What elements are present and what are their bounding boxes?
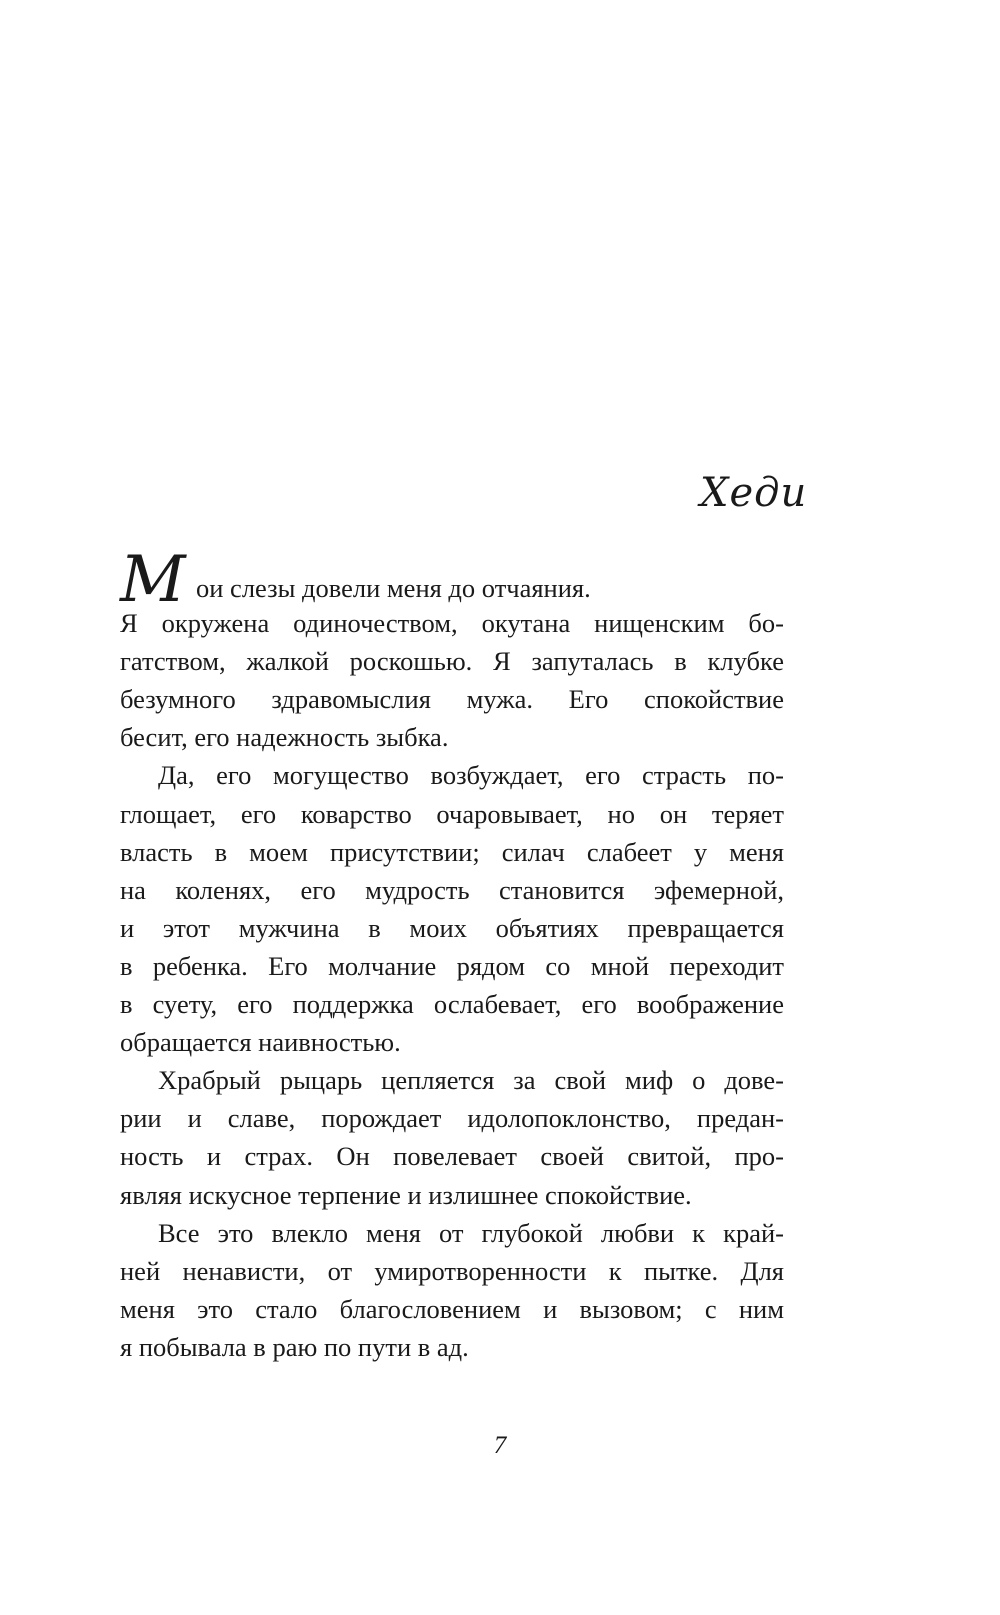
text-line: обращается наивностью. bbox=[120, 1027, 401, 1058]
text-line: ней ненависти, от умиротворенности к пытке. Для bbox=[120, 1255, 784, 1286]
chapter-title: Хеди bbox=[700, 470, 808, 516]
text-line: Я окружена одиночеством, окутана нищенским бо- bbox=[120, 608, 784, 639]
text-line: безумного здравомыслия мужа. Его спокойствие bbox=[120, 684, 784, 715]
text-line: гатством, жалкой роскошью. Я запуталась в клубке bbox=[120, 646, 784, 677]
text-line: являя искусное терпение и излишнее спокойствие. bbox=[120, 1179, 692, 1210]
text-line: Да, его могущество возбуждает, его страсть по- bbox=[158, 760, 784, 791]
text-line: глощает, его коварство очаровывает, но он теряет bbox=[120, 798, 784, 829]
page-number: 7 bbox=[493, 1432, 507, 1459]
text-line: ои слезы довели меня до отчаяния. bbox=[196, 573, 591, 603]
text-line: рии и славе, порождает идолопоклонство, предан- bbox=[120, 1103, 784, 1134]
text-line: власть в моем присутствии; силач слабеет у меня bbox=[120, 836, 784, 867]
first-line bbox=[120, 543, 784, 617]
text-line: бесит, его надежность зыбка. bbox=[120, 722, 449, 753]
text-line: Храбрый рыцарь цепляется за свой миф о дове- bbox=[158, 1065, 784, 1096]
drop-cap: М bbox=[120, 543, 186, 617]
text-line: ность и страх. Он повелевает своей свитой, про- bbox=[120, 1141, 784, 1172]
text-line: в ребенка. Его молчание рядом со мной переходит bbox=[120, 950, 784, 981]
text-line: в суету, его поддержка ослабевает, его воображение bbox=[120, 989, 784, 1020]
text-line: Все это влекло меня от глубокой любви к край- bbox=[158, 1217, 784, 1248]
body-text bbox=[120, 543, 784, 1366]
text-line: и этот мужчина в моих объятиях превращается bbox=[120, 912, 784, 943]
text-line: меня это стало благословением и вызовом; с ним bbox=[120, 1293, 784, 1324]
text-line: на коленях, его мудрость становится эфемерной, bbox=[120, 874, 784, 905]
text-line: я побывала в раю по пути в ад. bbox=[120, 1331, 469, 1362]
